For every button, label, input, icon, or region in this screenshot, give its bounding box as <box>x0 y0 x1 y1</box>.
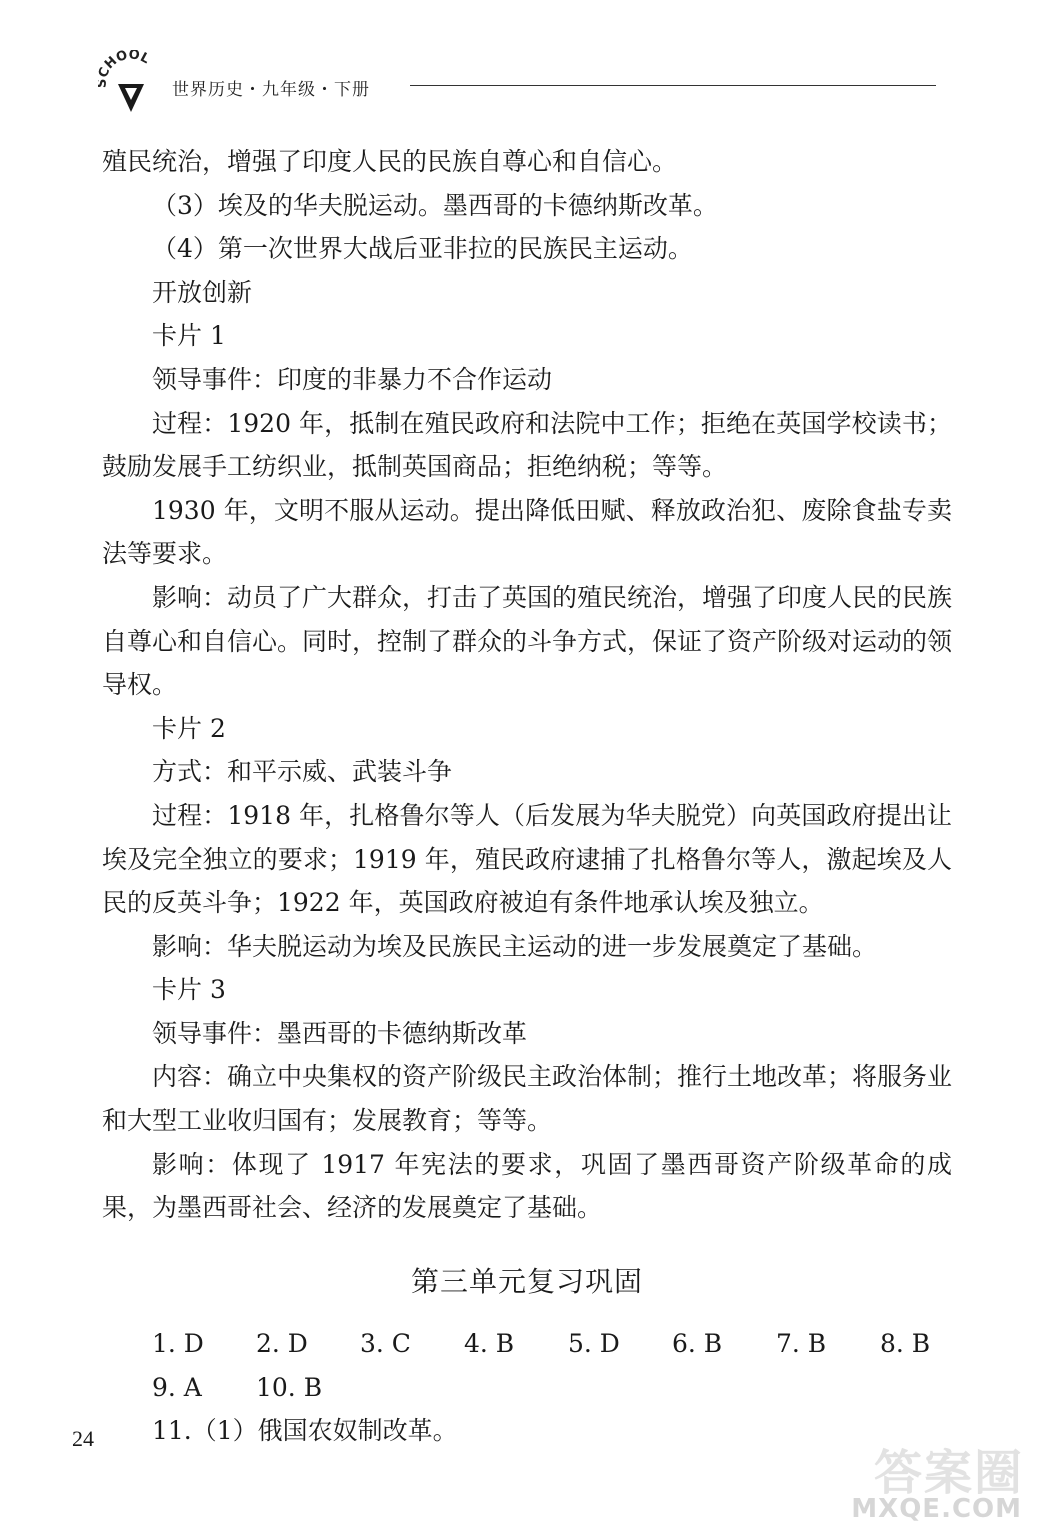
paragraph: 影响：体现了 1917 年宪法的要求，巩固了墨西哥资产阶级革命的成果，为墨西哥社会、经济的发展奠定了基础。 <box>102 1149 952 1223</box>
answer-item: 9. A <box>152 1372 202 1402</box>
watermark-logo <box>851 1434 1024 1524</box>
answer-item: 4. B <box>464 1329 515 1359</box>
page-content <box>102 140 952 1453</box>
watermark-text-en: MXQE.COM <box>851 1494 1022 1524</box>
logo-text: HOOL <box>102 50 152 73</box>
paragraph: 领导事件：印度的非暴力不合作运动 <box>152 364 553 394</box>
answer-item: 6. B <box>672 1329 723 1359</box>
answer-item: 2. D <box>256 1329 308 1359</box>
watermark-text-zh: 答案圈 <box>873 1445 1024 1501</box>
section-title: 第三单元复习巩固 <box>410 1264 643 1298</box>
paragraph: 开放创新 <box>152 277 253 307</box>
page-number: 24 <box>72 1426 94 1451</box>
paragraph: 卡片 2 <box>152 713 226 743</box>
answer-item: 3. C <box>360 1329 411 1359</box>
paragraph: 殖民统治，增强了印度人民的民族自尊心和自信心。 <box>102 147 678 176</box>
paragraph: 卡片 3 <box>152 975 226 1005</box>
answer-item: 5. D <box>568 1329 620 1359</box>
paragraph: 内容：确立中央集权的资产阶级民主政治体制；推行土地改革；将服务业和大型工业收归国有；发展教育；等等。 <box>102 1062 953 1136</box>
answer-item: 7. B <box>776 1329 827 1359</box>
paragraph: （4）第一次世界大战后亚非拉的民族民主运动。 <box>152 234 693 264</box>
answer-item: 1. D <box>152 1329 204 1359</box>
paragraph: 领导事件：墨西哥的卡德纳斯改革 <box>152 1018 528 1048</box>
answer-item: 10. B <box>256 1372 323 1402</box>
header-title: 世界历史・九年级・下册 <box>172 80 370 100</box>
answer-row-2 <box>152 1365 952 1409</box>
svg-text:SCHOOL <box>98 50 152 88</box>
paragraph: 方式：和平示威、武装斗争 <box>152 757 453 787</box>
paragraph: 卡片 1 <box>152 321 226 351</box>
header-divider <box>410 85 936 86</box>
paragraph: （3）埃及的华夫脱运动。墨西哥的卡德纳斯改革。 <box>152 190 718 220</box>
paragraph: 过程：1920 年，抵制在殖民政府和法院中工作；拒绝在英国学校读书；鼓励发展手工纺织业，抵制英国商品；拒绝纳税；等等。 <box>102 408 952 482</box>
answer-row-1 <box>152 1322 952 1366</box>
paragraphs-before <box>102 140 952 1230</box>
paragraph: 过程：1918 年，扎格鲁尔等人（后发展为华夫脱党）向英国政府提出让埃及完全独立的要求；1919 年，殖民政府逮捕了扎格鲁尔等人，激起埃及人民的反英斗争；1922 年，英国政府被迫有条件地承认埃及独立。 <box>102 800 952 918</box>
answer-list <box>102 1322 952 1409</box>
paragraph: 影响：华夫脱运动为埃及民族民主运动的进一步发展奠定了基础。 <box>152 931 878 961</box>
school-logo <box>98 50 164 116</box>
paragraph: 影响：动员了广大群众，打击了英国的殖民统治，增强了印度人民的民族自尊心和自信心。同时，控制了群众的斗争方式，保证了资产阶级对运动的领导权。 <box>102 582 953 700</box>
paragraph: 1930 年，文明不服从运动。提出降低田赋、释放政治犯、废除食盐专卖法等要求。 <box>102 495 952 569</box>
question-11-answer: 11.（1）俄国农奴制改革。 <box>152 1416 458 1446</box>
answer-item: 8. B <box>880 1329 931 1359</box>
